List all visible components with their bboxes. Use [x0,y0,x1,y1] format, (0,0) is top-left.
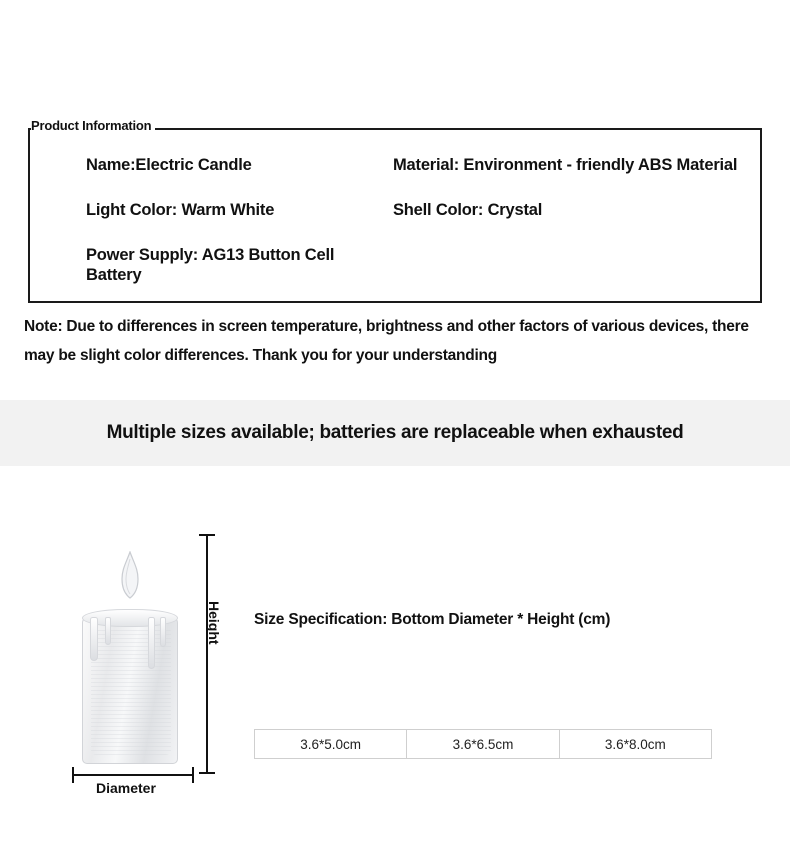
candle-drip [148,617,155,669]
candle-drip [90,617,98,661]
info-shell-color: Shell Color: Crystal [393,201,543,219]
info-row [28,156,762,201]
candle-drip [160,617,166,647]
info-row [28,201,762,246]
info-power-supply: Power Supply: AG13 Button Cell Battery [86,246,335,284]
height-arrow-icon [206,534,208,774]
product-information-grid [28,128,762,303]
info-material: Material: Environment - friendly ABS Material [393,156,738,174]
info-name: Name:Electric Candle [86,156,252,174]
sizes-banner [0,400,790,466]
size-specification-caption: Size Specification: Bottom Diameter * Height (cm) [254,611,611,628]
flame-icon [117,551,143,613]
size-option-cell: 3.6*6.5cm [407,729,559,759]
candle-drip [105,617,111,645]
size-diagram-section [0,466,790,848]
info-row [28,246,762,291]
diameter-arrow-icon [72,774,194,776]
sizes-banner-text: Multiple sizes available; batteries are replaceable when exhausted [106,422,684,443]
color-difference-note: Note: Due to differences in screen temperature, brightness and other factors of various devices, there may be slight color differences. Thank you for your understanding [24,318,749,365]
product-information-label: Product Information [31,118,155,133]
height-label: Height [206,601,222,645]
size-option-cell: 3.6*8.0cm [560,729,712,759]
electric-candle-illustration [72,521,202,771]
size-options-table [254,729,712,759]
info-light-color: Light Color: Warm White [86,201,275,219]
size-option-cell: 3.6*5.0cm [254,729,407,759]
diameter-label: Diameter [96,780,156,796]
